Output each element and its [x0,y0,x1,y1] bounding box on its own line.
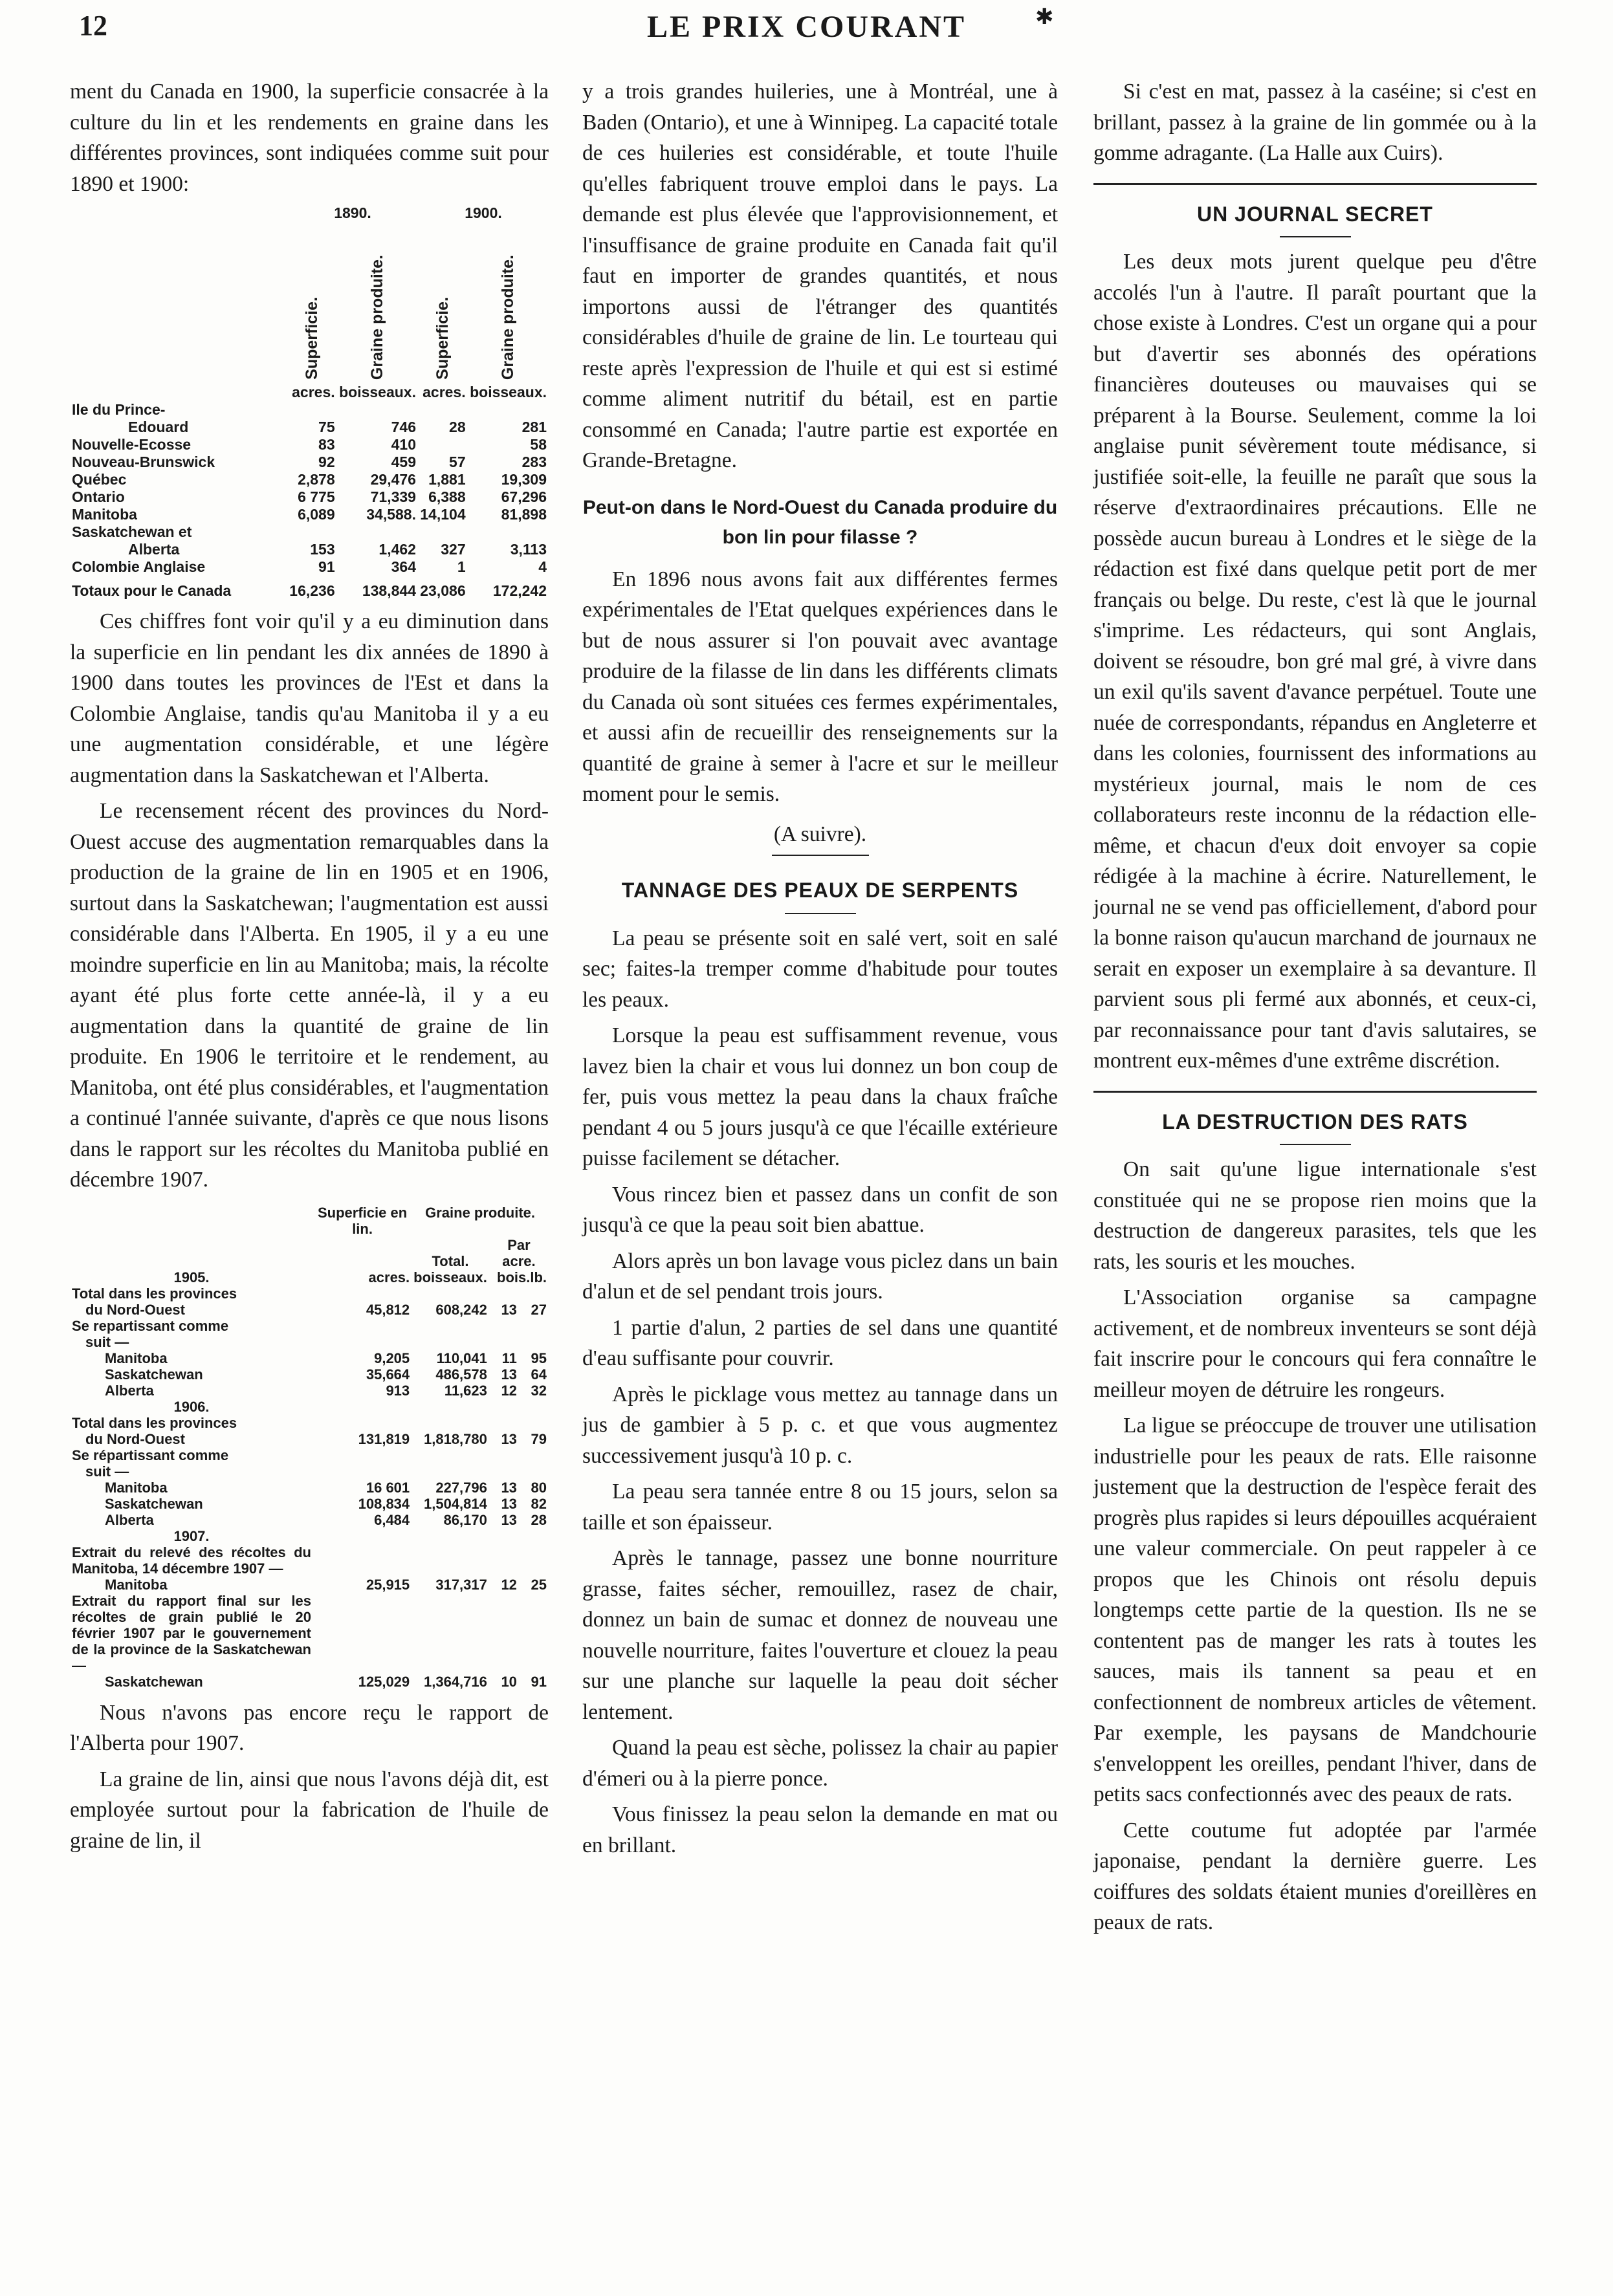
tannage-paragraph: Quand la peau est sèche, polissez la chair au papier d'émeri ou à la pierre ponce. [582,1736,1058,1791]
unit: bois.lb. [497,1269,547,1285]
tannage-paragraph: 1 partie d'alun, 2 parties de sel dans une quantité d'eau suffisante pour couvrir. [582,1315,1058,1370]
tannage-paragraph: La peau se présente soit en salé vert, soit en salé sec; faites-la tremper comme d'habitude pour toutes les peaux. [582,926,1058,1012]
unit: boisseaux. [413,1269,487,1285]
rats-paragraph: La ligue se préoccupe de trouver une utilisation industrielle pour les peaux de rats. Elle raisonne justement que la destruction de l'espèce ferait des progrès plus rapides si leurs dépouilles acquéraient une valeur commerciale. On peut rappeler à ce propos que les Chinois ont résolu depuis longtemps cette partie de la question. Ils ne se contentent pas de manger les rats à toutes les sauces, mais ils tannent sa peau et en confectionnent de nombreux articles de vêtement. Par exemple, les paysans de Mandchourie s'enveloppent les oreilles, pendant l'hiver, dans de petits sacs confectionnés avec des peaux de rats. [1093,1414,1537,1806]
col1-paragraph-1: ment du Canada en 1900, la superficie consacrée à la culture du lin et les rendements en graine dans les différentes provinces, sont indiquées comme suit pour 1890 et 1900: [70,80,549,196]
col1-paragraph-5: La graine de lin, ainsi que nous l'avons déjà dit, est employée surtout pour la fabrication de l'huile de graine de lin, il [70,1767,549,1853]
table-total-row: Totaux pour le Canada 16,236 138,844 23,086 172,242 [72,582,547,599]
flax-table-1890-1900 [70,204,549,600]
masthead-title: LE PRIX COURANT [646,10,967,44]
column-1 [70,76,549,1861]
divider [772,855,869,856]
col1-paragraph-4: Nous n'avons pas encore reçu le rapport de l'Alberta pour 1907. [70,1700,549,1755]
tannage-paragraph: La peau sera tannée entre 8 ou 15 jours, selon sa taille et son épaisseur. [582,1480,1058,1535]
tannage-paragraph: Après le tannage, passez une bonne nourriture grasse, faites sécher, remouillez, rasez de chair, donnez un bain de sumac et donnez de nouveau une nouvelle nourriture, faites l'ouverture et clouez la peau sur une planche sur laquelle la peau doit sécher lentement. [582,1546,1058,1724]
tannage-paragraph: Vous finissez la peau selon la demande en mat ou en brillant. [582,1802,1058,1857]
tannage-paragraph: Lorsque la peau est suffisamment revenue, vous lavez bien la chair et vous lui donnez un bon coup de fer, puis vous mettez la peau dans la chaux fraîche pendant 4 ou 5 jours jusqu'à ce que l'écaille extérieure puisse facilement se détacher. [582,1023,1058,1170]
table-row: Alberta 153 1,462 327 3,113 [128,541,547,558]
table-row: Se repartissant comme [72,1317,229,1334]
table-row: Manitoba 16 601 227,796 13 80 [105,1479,547,1496]
header-superficie: Superficie en lin. [318,1204,408,1237]
divider [1093,1091,1537,1093]
table-row: Manitoba 9,205 110,041 11 95 [105,1350,547,1366]
rats-paragraph: On sait qu'une ligue internationale s'est constituée qui ne se propose rien moins que la destruction de dangereux parasites, tels que les rats, les souris et les mouches. [1093,1157,1537,1274]
table-row: Saskatchewan 125,029 1,364,716 10 91 [105,1673,547,1690]
col1-paragraph-3: Le recensement récent des provinces du Nord-Ouest accuse des augmentation remarquables dans la production de la graine de lin en 1905 et en 1906, surtout dans la Saskatchewan; l'augmentation est aussi considérable dans l'Alberta. En 1905, il y a eu une moindre superficie en lin au Manitoba; mais, la récolte ayant été plus forte cette année-là, il y a eu augmentation dans la quantité de graine de lin produite. En 1906 le territoire et le rendement, au Manitoba, ont été plus considérables, et l'augmentation a continué l'année suivante, d'après ce que nous lisons dans le rapport sur les récoltes du Manitoba publié en décembre 1907. [70,799,549,1192]
tannage-paragraph: Vous rincez bien et passez dans un confit de son jusqu'à ce que la peau soit bien abattue. [582,1182,1058,1237]
table-row: Extrait du relevé des récoltes du Manitoba, 14 décembre 1907 — [72,1544,311,1577]
table-row: Saskatchewan 108,834 1,504,814 13 82 [105,1495,547,1512]
header-graine: Graine produite. [425,1204,536,1221]
table-row: Total dans les provinces [72,1285,237,1302]
unit: acres. [422,384,466,400]
vert-header: Graine produite. [368,254,386,380]
table-row: Ontario 6 775 71,339 6,388 67,296 [72,488,547,505]
table-row: suit — [85,1333,129,1350]
col3-paragraph-1: Si c'est en mat, passez à la caséine; si c'est en brillant, passez à la graine de lin gommée ou à la gomme adragante. (La Halle aux Cuirs). [1093,80,1537,165]
divider [1280,1144,1351,1145]
vert-header: Superficie. [302,297,321,380]
table-row: Québec 2,878 29,476 1,881 19,309 [72,471,547,488]
section-heading-snake-skins: TANNAGE DES PEAUX DE SERPENTS [621,879,1019,902]
year-1900: 1900. [465,204,502,221]
page-number: 12 [79,10,107,41]
table-row: Saskatchewan et [72,523,192,540]
col1-paragraph-2: Ces chiffres font voir qu'il y a eu diminution dans la superficie en lin pendant les dix années de 1890 à 1900 dans toutes les provinces de l'Est et dans la Colombie Anglaise, tandis qu'au Manitoba il y a eu une augmentation considérable, et une légère augmentation dans la Saskatchewan et l'Alberta. [70,609,549,787]
rats-paragraph: L'Association organise sa campagne activement, et de nombreux inventeurs se sont déjà fait inscrire pour le concours qui fera connaître le meilleur moyen de détruire les rongeurs. [1093,1285,1537,1402]
vert-header: Graine produite. [498,254,517,380]
unit: boisseaux. [339,384,416,400]
table-row: Edouard 75 746 28 281 [128,419,547,435]
table-row: Saskatchewan 35,664 486,578 13 64 [105,1366,547,1383]
section-heading-flax-northwest: Peut-on dans le Nord-Ouest du Canada produire du bon lin pour filasse ? [582,496,1058,548]
tannage-paragraph: Alors après un bon lavage vous piclez dans un bain d'alun et de sel pendant trois jours. [582,1249,1058,1304]
header-total: Total. [432,1252,469,1269]
vert-header: Superficie. [433,297,452,380]
rats-paragraph: Cette coutume fut adoptée par l'armée japonaise, pendant la dernière guerre. Les coiffures des soldats étaient munies d'oreillères en peaux de rats. [1093,1818,1537,1934]
to-be-continued: (A suivre). [773,822,867,846]
col2-paragraph-1: y a trois grandes huileries, une à Montréal, une à Baden (Ontario), et une à Winnipeg. La capacité totale de ces huileries est considérable, et toute l'huile qu'elles fabriquent trouve emploi dans le pays. La demande est plus élevée que l'approvisionnement, et l'insuffisance de graine produite en Canada fait qu'il faut en importer de grandes quantités, et nous importons aussi de l'étranger des quantités considérables d'huile de graine de lin. Le tourteau qui reste après l'expression de l'huile et qui est si estimé comme aliment nutritif du bétail, est en partie consommé en Canada; l'autre partie est exportée en Grande-Bretagne. [582,80,1058,472]
flax-table-1905-1907 [70,1205,549,1690]
year-1905: 1905. [173,1269,210,1285]
divider [1093,183,1537,185]
table-row: Nouvelle-Ecosse 83 410 58 [72,436,547,453]
table-row: du Nord-Ouest 45,812 608,242 13 27 [85,1301,547,1318]
unit: acres. [368,1269,410,1285]
table-row: Se répartissant comme [72,1447,229,1463]
table-row: Manitoba 25,915 317,317 12 25 [105,1576,547,1593]
journal-paragraph: Les deux mots jurent quelque peu d'être accolés l'un à l'autre. Il paraît pourtant que la chose existe à Londres. C'est un organe qui a pour but d'avertir ses abonnés des opérations financières douteuses ou mauvaises qui se préparent à la Bourse. Seulement, comme la loi anglaise punit sévèrement toute médisance, si justifiée soit-elle, la feuille ne paraît que sous la réserve d'extraordinaires précautions. Elle ne possède aucun bureau à Londres et le siège de la rédaction est fixé dans quelque petit port de mer français ou belge. Du reste, c'est là que le journal s'imprime. Les rédacteurs, qui sont Anglais, doivent se résoudre, bon gré mal gré, à vivre dans un exil qu'ils savent d'avance perpétuel. Toute une nuée de correspondants, répandus en Angleterre et dans les colonies, fournissent des informations au mystérieux journal, mais le nom de ces collaborateurs reste inconnu de la rédaction elle-même, et chacun d'eux doit envoyer sa copie rédigée à la machine à écrire. Naturellement, le journal ne se vend pas officiellement, d'abord pour la bonne raison qu'aucun marchand de journaux ne serait en exposer un exemplaire à sa devanture. Il parvient sous pli fermé aux abonnés, et ceux-ci, par reconnaissance pour tant d'avis salutaires, se montrent eux-mêmes d'une extrême discrétion. [1093,250,1537,1073]
table-row: Total dans les provinces [72,1414,237,1431]
table-row: Alberta 6,484 86,170 13 28 [105,1511,547,1528]
unit: acres. [292,384,335,400]
table-row: Ile du Prince- [72,401,166,418]
section-heading-rats: LA DESTRUCTION DES RATS [1162,1110,1468,1133]
divider [785,913,856,914]
masthead-mark: ✱ [1035,5,1054,29]
col2-paragraph-2: En 1896 nous avons fait aux différentes fermes expérimentales de l'Etat quelques expériences dans le but de nous assurer si l'on pouvait avec avantage produire de la filasse de lin dans les différents climats du Canada où sont situées ces fermes expérimentales, et aussi afin de recueillir des renseignements sur la quantité de graine à semer à l'acre et sur le meilleur moment pour le semis. [582,567,1058,806]
header-par-acre: Par acre. [502,1236,536,1269]
table-row: Colombie Anglaise 91 364 1 4 [72,558,547,575]
unit: boisseaux. [470,384,547,400]
section-heading-secret-journal: UN JOURNAL SECRET [1197,202,1433,226]
table-row: Manitoba 6,089 34,588. 14,104 81,898 [72,506,547,523]
year-1890: 1890. [334,204,371,221]
table-row: Extrait du rapport final sur les récoltes de grain publié le 20 février 1907 par le gouvernement de la province de la Saskatchewan — [72,1592,311,1674]
tannage-paragraph: Après le picklage vous mettez au tannage dans un jus de gambier à 5 p. c. et que vous augmentez successivement jusqu'à 10 p. c. [582,1382,1058,1468]
table-row: du Nord-Ouest 131,819 1,818,780 13 79 [85,1430,547,1447]
column-2 [582,76,1058,1866]
table-row: Alberta 913 11,623 12 32 [105,1382,547,1399]
table-row: 1906. [173,1398,210,1415]
divider [1280,236,1351,237]
table-row: 1907. [173,1527,210,1544]
table-row: Nouveau-Brunswick 92 459 57 283 [72,454,547,470]
table-row: suit — [85,1463,129,1480]
column-3 [1093,76,1537,1943]
